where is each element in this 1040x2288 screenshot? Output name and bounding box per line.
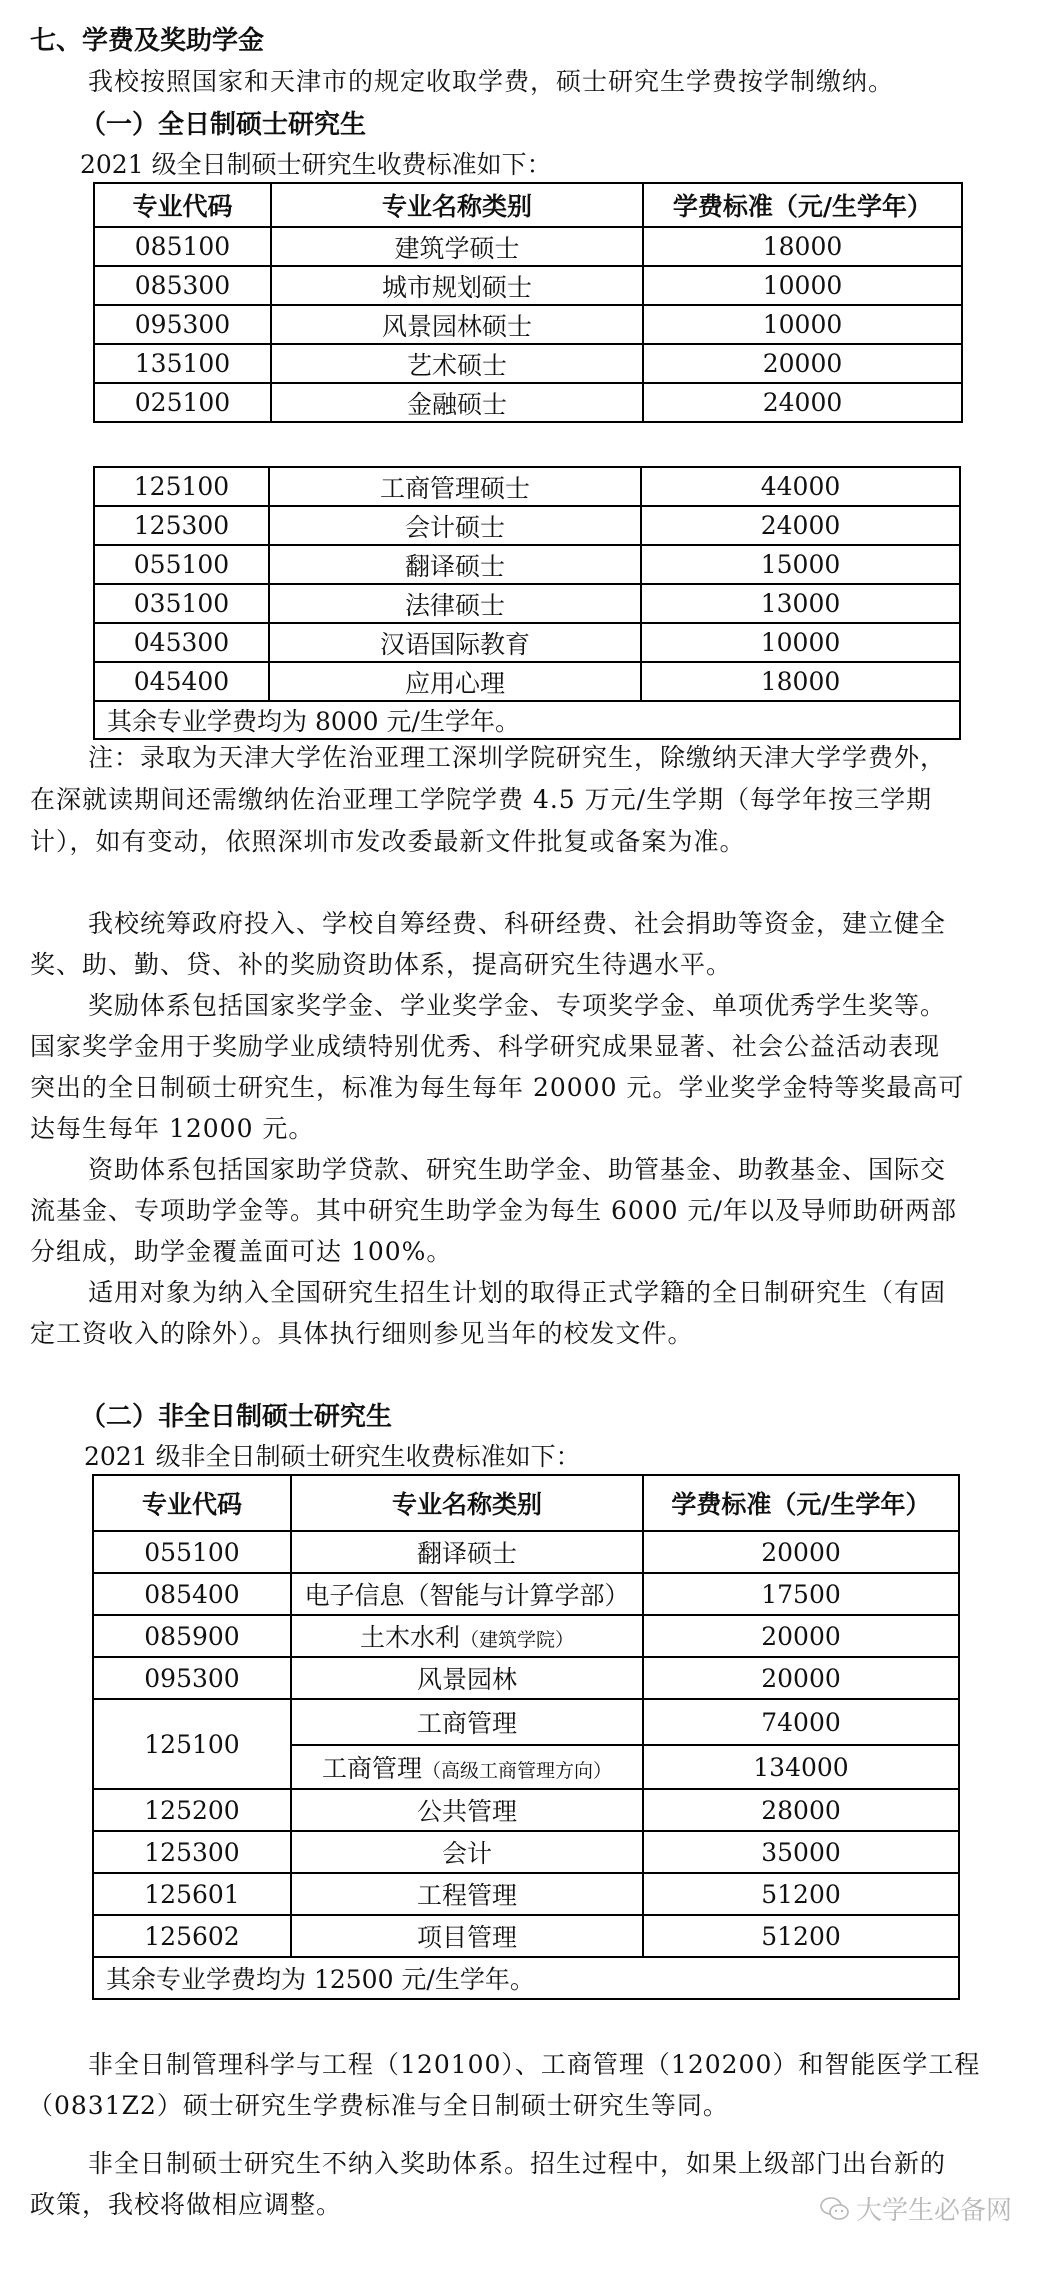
table-header-row	[93, 1475, 959, 1531]
cell-fee: 15000	[641, 545, 960, 584]
fulltime-caption: 2021 级全日制硕士研究生收费标准如下：	[80, 150, 552, 179]
cell-fee: 10000	[641, 623, 960, 662]
cell-code: 085100	[94, 227, 271, 266]
table-header-row	[94, 183, 962, 227]
other-fee-row	[94, 701, 960, 739]
header-fee: 学费标准（元/生学年）	[643, 183, 962, 227]
other-fee-note: 其余专业学费均为 12500 元/生学年。	[93, 1957, 959, 1999]
table-row	[94, 266, 962, 305]
cell-name	[291, 1615, 643, 1657]
table-row	[93, 1657, 959, 1699]
fulltime-fee-table-b	[93, 466, 961, 740]
cell-code: 025100	[94, 383, 271, 422]
cell-name: 建筑学硕士	[271, 227, 643, 266]
cell-name: 金融硕士	[271, 383, 643, 422]
cell-fee: 51200	[643, 1915, 959, 1957]
cell-code: 125300	[94, 506, 269, 545]
cell-name	[291, 1657, 643, 1699]
cell-code: 055100	[94, 545, 269, 584]
awards-p4-line1: 适用对象为纳入全国研究生招生计划的取得正式学籍的全日制研究生（有固	[88, 1278, 947, 1307]
table-row	[94, 383, 962, 422]
cell-code: 085400	[93, 1573, 291, 1615]
cell-name	[291, 1831, 643, 1873]
name-main: 工商管理	[321, 1754, 422, 1783]
note-line-3: 计），如有变动，依照深圳市发改委最新文件批复或备案为准。	[30, 827, 746, 856]
name-sub: （建筑学院）	[460, 1629, 575, 1651]
awards-p1-line1: 我校统筹政府投入、学校自筹经费、科研经费、社会捐助等资金，建立健全	[88, 909, 947, 938]
cell-name: 汉语国际教育	[269, 623, 641, 662]
table-row	[93, 1789, 959, 1831]
section-title: 七、学费及奖助学金	[30, 26, 265, 56]
name-main: 土木水利	[359, 1623, 460, 1652]
cell-code: 035100	[94, 584, 269, 623]
awards-p2-line2: 国家奖学金用于奖励学业成绩特别优秀、科学研究成果显著、社会公益活动表现	[30, 1032, 941, 1061]
cell-code: 095300	[94, 305, 271, 344]
cell-code: 125300	[93, 1831, 291, 1873]
cell-name: 艺术硕士	[271, 344, 643, 383]
cell-code: 125200	[93, 1789, 291, 1831]
other-fee-note: 其余专业学费均为 8000 元/生学年。	[94, 701, 960, 739]
cell-name: 工商管理硕士	[269, 467, 641, 506]
cell-fee: 20000	[643, 344, 962, 383]
parttime-p2-line1: 非全日制硕士研究生不纳入奖助体系。招生过程中，如果上级部门出台新的	[88, 2149, 947, 2178]
name-main: 翻译硕士	[416, 1539, 517, 1568]
cell-fee: 20000	[643, 1657, 959, 1699]
cell-name: 翻译硕士	[269, 545, 641, 584]
header-name: 专业名称类别	[271, 183, 643, 227]
cell-code: 045300	[94, 623, 269, 662]
cell-fee: 44000	[641, 467, 960, 506]
cell-name	[291, 1699, 643, 1745]
watermark-text: 大学生必备网	[856, 2196, 1013, 2226]
name-main: 公共管理	[416, 1797, 517, 1826]
awards-p3-line2: 流基金、专项助学金等。其中研究生助学金为每生 6000 元/年以及导师助研两部	[30, 1196, 957, 1225]
cell-fee: 13000	[641, 584, 960, 623]
cell-code: 125601	[93, 1873, 291, 1915]
awards-p3-line3: 分组成，助学金覆盖面可达 100%。	[30, 1237, 453, 1266]
cell-name	[291, 1531, 643, 1573]
name-sub: （高级工商管理方向）	[422, 1760, 613, 1782]
cell-name: 城市规划硕士	[271, 266, 643, 305]
cell-name: 应用心理	[269, 662, 641, 701]
cell-name: 会计硕士	[269, 506, 641, 545]
parttime-p1-line2: （0831Z2）硕士研究生学费标准与全日制硕士研究生等同。	[28, 2091, 729, 2120]
cell-code: 095300	[93, 1657, 291, 1699]
table-row	[93, 1531, 959, 1573]
cell-fee: 20000	[643, 1531, 959, 1573]
awards-p2-line4: 达每生每年 12000 元。	[30, 1114, 315, 1143]
header-fee: 学费标准（元/生学年）	[643, 1475, 959, 1531]
fulltime-fee-table-a	[93, 182, 963, 423]
note-line-2: 在深就读期间还需缴纳佐治亚理工学院学费 4.5 万元/生学期（每学年按三学期	[30, 785, 933, 814]
name-main: 工商管理	[416, 1709, 517, 1738]
table-row	[93, 1915, 959, 1957]
name-main: 电子信息	[304, 1581, 405, 1610]
cell-code: 045400	[94, 662, 269, 701]
table-row	[94, 584, 960, 623]
header-name: 专业名称类别	[291, 1475, 643, 1531]
cell-fee: 74000	[643, 1699, 959, 1745]
cell-fee: 134000	[643, 1745, 959, 1789]
table-row	[94, 467, 960, 506]
awards-p2-line3: 突出的全日制硕士研究生，标准为每生每年 20000 元。学业奖学金特等奖最高可	[30, 1073, 965, 1102]
table-row	[94, 623, 960, 662]
parttime-p2-line2: 政策，我校将做相应调整。	[30, 2190, 343, 2219]
table-row	[93, 1573, 959, 1615]
table-row	[94, 662, 960, 701]
table-row	[94, 545, 960, 584]
name-main: 项目管理	[416, 1923, 517, 1952]
awards-p1-line2: 奖、助、勤、贷、补的奖励资助体系，提高研究生待遇水平。	[30, 950, 733, 979]
cell-code: 085900	[93, 1615, 291, 1657]
cell-fee: 20000	[643, 1615, 959, 1657]
name-main: 风景园林	[416, 1665, 517, 1694]
cell-fee: 10000	[643, 305, 962, 344]
cell-name	[291, 1873, 643, 1915]
table-row	[94, 227, 962, 266]
table-row	[94, 344, 962, 383]
parttime-fee-table	[92, 1474, 960, 2000]
cell-name	[291, 1573, 643, 1615]
cell-fee: 18000	[641, 662, 960, 701]
table-row	[93, 1699, 959, 1745]
cell-code: 125100	[94, 467, 269, 506]
table-row	[93, 1831, 959, 1873]
parttime-heading: （二）非全日制硕士研究生	[80, 1402, 393, 1432]
cell-fee: 17500	[643, 1573, 959, 1615]
awards-p4-line2: 定工资收入的除外）。具体执行细则参见当年的校发文件。	[30, 1319, 694, 1348]
cell-fee: 18000	[643, 227, 962, 266]
cell-code: 125100	[93, 1699, 291, 1789]
parttime-p1-line1: 非全日制管理科学与工程（120100）、工商管理（120200）和智能医学工程	[88, 2050, 981, 2079]
name-sub: （智能与计算学部）	[404, 1581, 630, 1610]
table-row	[94, 305, 962, 344]
cell-name	[291, 1915, 643, 1957]
table-row	[93, 1615, 959, 1657]
other-fee-row	[93, 1957, 959, 1999]
cell-fee: 28000	[643, 1789, 959, 1831]
cell-fee: 51200	[643, 1873, 959, 1915]
cell-name: 风景园林硕士	[271, 305, 643, 344]
wechat-icon	[820, 2196, 850, 2222]
table-row	[93, 1873, 959, 1915]
watermark	[820, 2190, 1012, 2227]
name-main: 工程管理	[416, 1881, 517, 1910]
cell-code: 085300	[94, 266, 271, 305]
fulltime-heading: （一）全日制硕士研究生	[80, 110, 367, 140]
parttime-caption: 2021 级非全日制硕士研究生收费标准如下：	[84, 1442, 581, 1471]
cell-name: 法律硕士	[269, 584, 641, 623]
note-line-1: 注：录取为天津大学佐治亚理工深圳学院研究生，除缴纳天津大学学费外，	[88, 743, 947, 772]
cell-code: 135100	[94, 344, 271, 383]
cell-code: 125602	[93, 1915, 291, 1957]
cell-code: 055100	[93, 1531, 291, 1573]
cell-fee: 24000	[643, 383, 962, 422]
cell-fee: 35000	[643, 1831, 959, 1873]
table-row	[94, 506, 960, 545]
cell-fee: 24000	[641, 506, 960, 545]
awards-p3-line1: 资助体系包括国家助学贷款、研究生助学金、助管基金、助教基金、国际交	[88, 1155, 947, 1184]
cell-name	[291, 1789, 643, 1831]
intro-text: 我校按照国家和天津市的规定收取学费，硕士研究生学费按学制缴纳。	[88, 67, 895, 96]
cell-name	[291, 1745, 643, 1789]
header-code: 专业代码	[94, 183, 271, 227]
cell-fee: 10000	[643, 266, 962, 305]
name-main: 会计	[441, 1839, 492, 1868]
awards-p2-line1: 奖励体系包括国家奖学金、学业奖学金、专项奖学金、单项优秀学生奖等。	[88, 991, 947, 1020]
header-code: 专业代码	[93, 1475, 291, 1531]
